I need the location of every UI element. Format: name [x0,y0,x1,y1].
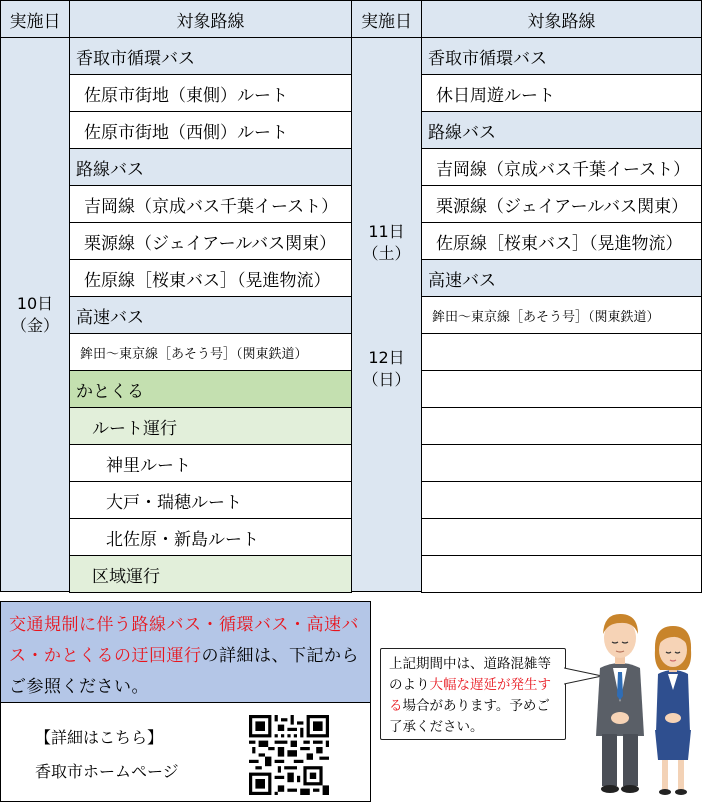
right-row [421,444,702,482]
right-row: 休日周遊ルート [421,74,702,112]
right-row [421,333,702,371]
notice-red-text: 交通規制に伴う路線バス・循環バス・高速バス・かとくるの迂回運行 [9,615,359,666]
speech-bubble [380,648,566,740]
bowing-man-icon [592,606,648,796]
left-row: 鉾田～東京線［あそう号］（関東鉄道） [69,333,352,371]
left-row: 栗源線（ジェイアールバス関東） [69,222,352,260]
left-row: 佐原市街地（西側）ルート [69,111,352,149]
bubble-text-2: 場合があります。予めご了承ください。 [389,698,550,735]
notice-text: の詳細は、下記からご参照ください。 [9,646,359,697]
header-route-left: 対象路線 [69,0,352,38]
header-date: 実施日 [0,0,70,38]
right-row: 栗源線（ジェイアールバス関東） [421,185,702,223]
day-10-date: 10日 [16,293,54,313]
right-row: 佐原線［桜東バス］（晃進物流） [421,222,702,260]
details-box [0,702,371,802]
left-row: 高速バス [69,296,352,334]
left-row: 北佐原・新島ルート [69,518,352,556]
left-row: 大戸・瑞穂ルート [69,481,352,519]
right-row: 吉岡線（京成バス千葉イースト） [421,148,702,186]
left-row: 佐原線［桜東バス］（晃進物流） [69,259,352,297]
right-row [421,518,702,556]
bowing-woman-icon [648,620,698,796]
right-row [421,481,702,519]
qr-code-icon[interactable] [249,715,329,795]
day-10-cell [0,37,70,592]
left-row: 吉岡線（京成バス千葉イースト） [69,185,352,223]
bubble-text-1: 上記期間中は、道路混雑等のより [389,656,551,693]
header-route-right: 対象路線 [421,0,702,38]
left-row: かとくる [69,370,352,408]
right-row [421,370,702,408]
right-row [421,555,702,593]
day-12-weekday: （日） [362,370,411,389]
day-12-date: 12日 [368,348,405,367]
right-row: 高速バス [421,259,702,297]
day-10-weekday: （金） [10,315,59,335]
day-11-12-cell [351,37,422,592]
left-row: 神里ルート [69,444,352,482]
day-11-date: 11日 [368,222,405,241]
header-date-right: 実施日 [351,0,422,38]
bubble-red-text: 大幅な遅延が発生する [389,677,551,714]
left-row: 路線バス [69,148,352,186]
left-row: ルート運行 [69,407,352,445]
left-row: 佐原市街地（東側）ルート [69,74,352,112]
right-row [421,407,702,445]
left-row: 香取市循環バス [69,37,352,75]
right-row: 香取市循環バス [421,37,702,75]
day-11-weekday: （土） [362,244,411,263]
homepage-link[interactable]: 香取市ホームページ [35,762,179,781]
right-row: 路線バス [421,111,702,149]
details-heading: 【詳細はこちら】 [35,728,164,747]
left-row: 区域運行 [69,555,352,593]
right-row: 鉾田～東京線［あそう号］（関東鉄道） [421,296,702,334]
notice-box [0,601,371,703]
